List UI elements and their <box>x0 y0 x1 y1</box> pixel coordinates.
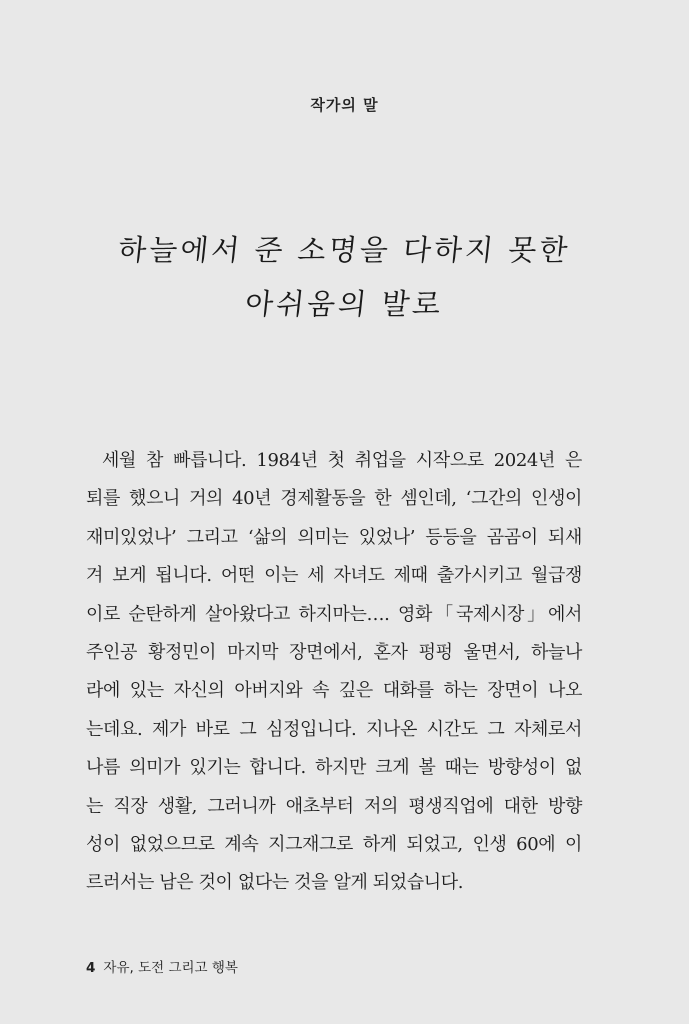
page-footer <box>86 956 238 976</box>
running-title: 자유, 도전 그리고 행복 <box>103 960 238 976</box>
body-line: 이로 순탄하게 살아왔다고 하지마는…. 영화「국제시장」에서 <box>86 603 582 625</box>
headline-line-2: 아쉬움의 발로 <box>243 287 446 321</box>
body-text <box>86 444 582 905</box>
body-line: 퇴를 했으니 거의 40년 경제활동을 한 셈인데, ‘그간의 인생이 <box>86 488 582 510</box>
headline-line-1: 하늘에서 준 소명을 다하지 못한 <box>116 233 573 267</box>
body-line: 나름 의미가 있기는 합니다. 하지만 크게 볼 때는 방향성이 없 <box>86 757 582 779</box>
body-line: 는데요. 제가 바로 그 심정입니다. 지나온 시간도 그 자체로서 <box>86 718 582 740</box>
body-line: 세월 참 빠릅니다. 1984년 첫 취업을 시작으로 2024년 은 <box>102 450 582 471</box>
body-line: 주인공 황정민이 마지막 장면에서, 혼자 펑펑 울면서, 하늘나 <box>86 641 582 663</box>
body-line: 는 직장 생활, 그러니까 애초부터 저의 평생직업에 대한 방향 <box>86 795 582 817</box>
body-line: 라에 있는 자신의 아버지와 속 깊은 대화를 하는 장면이 나오 <box>86 680 582 702</box>
page-number: 4 <box>86 960 96 976</box>
body-line: 재미있었나’ 그리고 ‘삶의 의미는 있었나’ 등등을 곰곰이 되새 <box>86 526 582 548</box>
body-line: 성이 없었으므로 계속 지그재그로 하게 되었고, 인생 60에 이 <box>86 833 582 855</box>
body-line: 겨 보게 됩니다. 어떤 이는 세 자녀도 제때 출가시키고 월급쟁 <box>86 565 582 587</box>
body-line: 르러서는 남은 것이 없다는 것을 알게 되었습니다. <box>86 872 464 894</box>
section-title: 작가의 말 <box>310 96 379 114</box>
